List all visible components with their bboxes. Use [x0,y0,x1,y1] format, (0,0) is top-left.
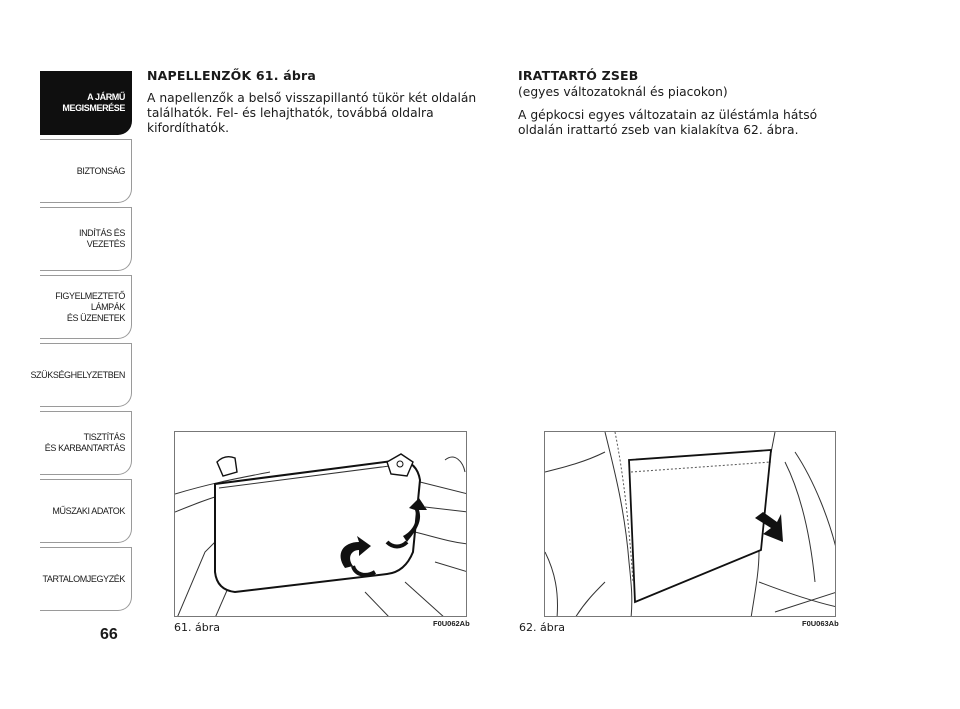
tab-label: A JÁRMŰ MEGISMERÉSE [62,92,125,113]
figure-document-pocket [544,431,836,617]
tab-szukseghelyzetben[interactable] [30,343,132,407]
sun-visor-illustration [175,432,467,617]
tab-jarmu-megismerese[interactable] [40,71,132,135]
tab-label: MŰSZAKI ADATOK [52,505,125,516]
sun-visors-section [147,68,492,136]
tab-label: TARTALOMJEGYZÉK [42,573,125,584]
tab-label: INDÍTÁS ÉS VEZETÉS [78,228,125,249]
tab-label: TISZTÍTÁS ÉS KARBANTARTÁS [44,432,125,453]
document-pocket-illustration [545,432,836,617]
tab-biztonsag[interactable] [40,139,132,203]
figure-code: F0U062Ab [433,619,470,628]
tab-label: BIZTONSÁG [76,165,125,176]
tab-inditas-es-vezetes[interactable] [40,207,132,271]
figure-caption: 62. ábra [519,621,565,634]
section-heading: NAPELLENZŐK 61. ábra [147,68,316,83]
figure-sun-visor [174,431,467,617]
tab-tartalomjegyzek[interactable] [40,547,132,611]
figure-caption: 61. ábra [174,621,220,634]
tab-muszaki-adatok[interactable] [40,479,132,543]
figure-code: F0U063Ab [802,619,839,628]
tab-label: SZÜKSÉGHELYZETBEN [30,369,125,380]
section-heading: IRATTARTÓ ZSEB [518,68,639,83]
tab-tisztitas-es-karbantartas[interactable] [40,411,132,475]
document-pocket-section [518,68,863,138]
tab-figyelmezteto-lampak[interactable] [40,275,132,339]
section-body: A napellenzők a belső visszapillantó tükör két oldalán találhatók. Fel- és lehajthatók, továbbá oldalra kifordíthatók. [147,91,477,135]
section-body: A gépkocsi egyes változatain az üléstámla hátsó oldalán irattartó zseb van kialakítva 62. ábra. [518,108,818,137]
page-number: 66 [100,626,118,643]
tab-label: FIGYELMEZTETŐ LÁMPÁK ÉS ÜZENETEK [55,290,125,323]
section-subheading: (egyes változatoknál és piacokon) [518,85,728,99]
